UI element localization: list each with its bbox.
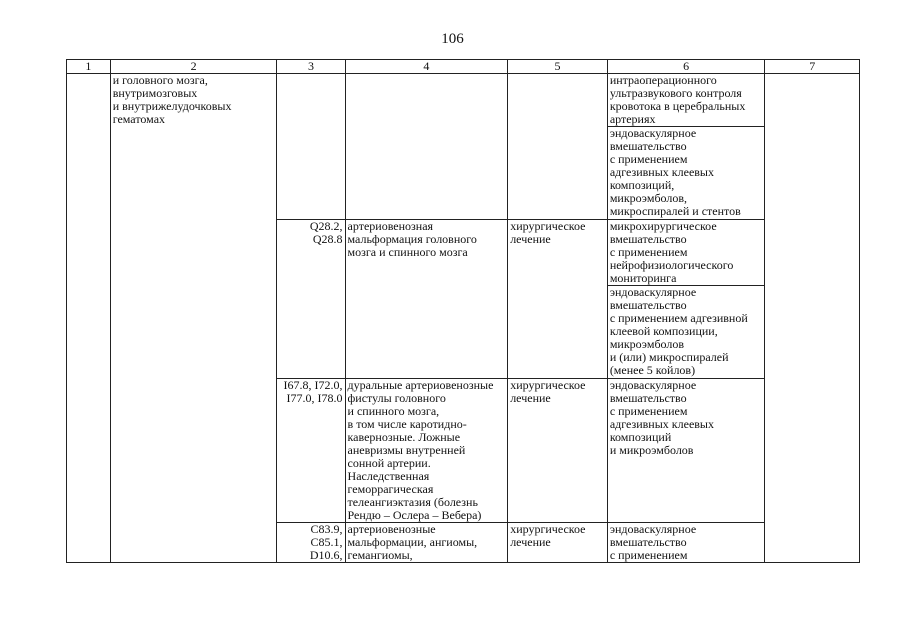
page-number: 106 <box>441 31 464 47</box>
cell-model: артериовенозные мальформации, ангиомы, гемангиомы, <box>345 523 508 563</box>
col-header-3: 3 <box>277 60 345 74</box>
col-header-7: 7 <box>765 60 860 74</box>
cell-method: микрохирургическое вмешательство с применением нейрофизиологического мониторинга <box>607 220 765 286</box>
cell-codes: C83.9, C85.1, D10.6, <box>277 523 345 563</box>
cell-model: артериовенозная мальформация головного мозга и спинного мозга <box>345 220 508 379</box>
cell-treatment: хирургическое лечение <box>508 523 608 563</box>
table-row <box>67 74 860 127</box>
cell-codes: I67.8, I72.0, I77.0, I78.0 <box>277 379 345 523</box>
cell-number <box>67 74 111 563</box>
cell-method: эндоваскулярное вмешательство с применением адгезивных клеевых композиций, микроэмболов, микроспиралей и стентов <box>607 127 765 220</box>
cell-codes: Q28.2, Q28.8 <box>277 220 345 379</box>
cell-treatment: хирургическое лечение <box>508 379 608 523</box>
cell-norm <box>765 74 860 563</box>
header-row <box>67 60 860 74</box>
col-header-6: 6 <box>607 60 765 74</box>
cell-model <box>345 74 508 220</box>
col-header-1: 1 <box>67 60 111 74</box>
col-header-5: 5 <box>508 60 608 74</box>
cell-method: интраоперационного ультразвукового контроля кровотока в церебральных артериях <box>607 74 765 127</box>
col-header-2: 2 <box>110 60 277 74</box>
cell-method: эндоваскулярное вмешательство с применением адгезивных клеевых композиций и микроэмболов <box>607 379 765 523</box>
cell-codes <box>277 74 345 220</box>
cell-treatment <box>508 74 608 220</box>
cell-profile: и головного мозга, внутримозговых и внутрижелудочковых гематомах <box>110 74 277 563</box>
cell-treatment: хирургическое лечение <box>508 220 608 379</box>
col-header-4: 4 <box>345 60 508 74</box>
cell-method: эндоваскулярное вмешательство с применением <box>607 523 765 563</box>
cell-method: эндоваскулярное вмешательство с применением адгезивной клеевой композиции, микроэмболов и (или) микроспиралей (менее 5 койлов) <box>607 286 765 379</box>
cell-model: дуральные артериовенозные фистулы головного и спинного мозга, в том числе каротидно- кавернозные. Ложные аневризмы внутренней сонной артерии. Наследственная геморрагическая телеангиэктазия (болезнь Рендю – Ослера – Вебера) <box>345 379 508 523</box>
medical-care-table <box>66 59 860 563</box>
